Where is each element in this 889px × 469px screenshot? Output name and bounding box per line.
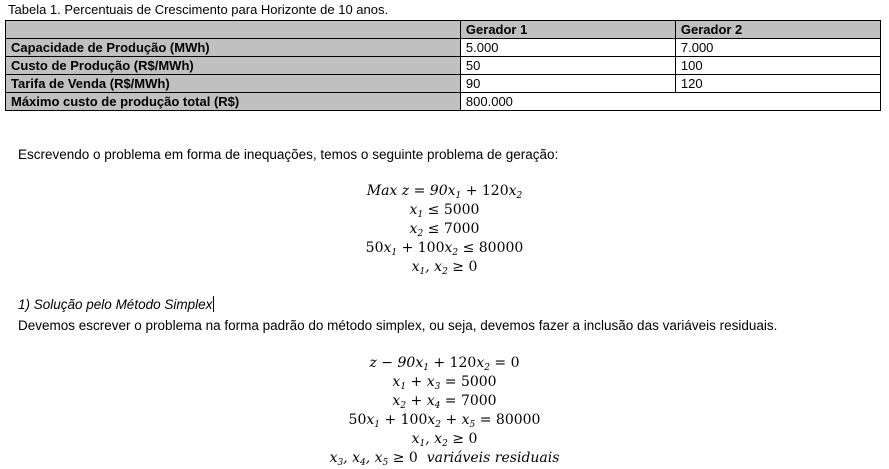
- cell-gerador-1: 90: [460, 75, 675, 93]
- section-title: 1) Solução pelo Método Simplex: [18, 297, 213, 312]
- table-row: [6, 39, 881, 57]
- cell-gerador-1: 50: [460, 57, 675, 75]
- table-header-empty: [6, 21, 461, 39]
- cell-max-cost: 800.000: [460, 93, 880, 111]
- table-header-gerador-2: Gerador 2: [675, 21, 880, 39]
- standard-constraint-3: $50x_1 + 100x_2 + x_5 = 80000$: [348, 412, 541, 430]
- row-label: Tarifa de Venda (R$/MWh): [6, 75, 461, 93]
- standard-constraint-2: $x_2 + x_4 = 7000$: [392, 393, 497, 411]
- cell-gerador-1: 5.000: [460, 39, 675, 57]
- row-label: Máximo custo de produção total (R$): [6, 93, 461, 111]
- table-header-row: [6, 21, 881, 39]
- residual-variables-note: variáveis residuais: [426, 450, 560, 466]
- table-caption: Tabela 1. Percentuais de Crescimento para Horizonte de 10 anos.: [8, 2, 389, 17]
- cell-gerador-2: 7.000: [675, 39, 880, 57]
- row-label: Custo de Produção (R$/MWh): [6, 57, 461, 75]
- standard-non-negativity: $x_1$, $x_2 \ge 0$: [411, 431, 478, 449]
- section-paragraph: Devemos escrever o problema na forma padrão do método simplex, ou seja, devemos fazer a inclusão das variáveis residuais.: [18, 318, 778, 333]
- generator-table: [5, 20, 881, 111]
- non-negativity-constraint: $x_1$, $x_2 \ge 0$: [411, 259, 478, 277]
- intro-paragraph: Escrevendo o problema em forma de inequações, temos o seguinte problema de geração:: [18, 147, 559, 162]
- table-header-gerador-1: Gerador 1: [460, 21, 675, 39]
- table-row: [6, 57, 881, 75]
- constraint-3: $50x_1 + 100x_2 \le 80000$: [365, 240, 524, 258]
- constraint-2: $x_2 \le 7000$: [409, 221, 480, 239]
- table-row: [6, 75, 881, 93]
- objective-function: Max $z = 90x_1 + 120x_2$: [366, 183, 523, 201]
- cell-gerador-2: 120: [675, 75, 880, 93]
- table-row: [6, 93, 881, 111]
- residual-variables-constraint: $x_3$, $x_4$, $x_5 \ge 0$ variáveis residuais: [329, 450, 560, 468]
- row-label: Capacidade de Produção (MWh): [6, 39, 461, 57]
- standard-objective: $z - 90x_1 + 120x_2 = 0$: [369, 355, 520, 373]
- text-cursor: [213, 296, 214, 312]
- cell-gerador-2: 100: [675, 57, 880, 75]
- constraint-1: $x_1 \le 5000$: [409, 202, 480, 220]
- standard-constraint-1: $x_1 + x_3 = 5000$: [392, 374, 497, 392]
